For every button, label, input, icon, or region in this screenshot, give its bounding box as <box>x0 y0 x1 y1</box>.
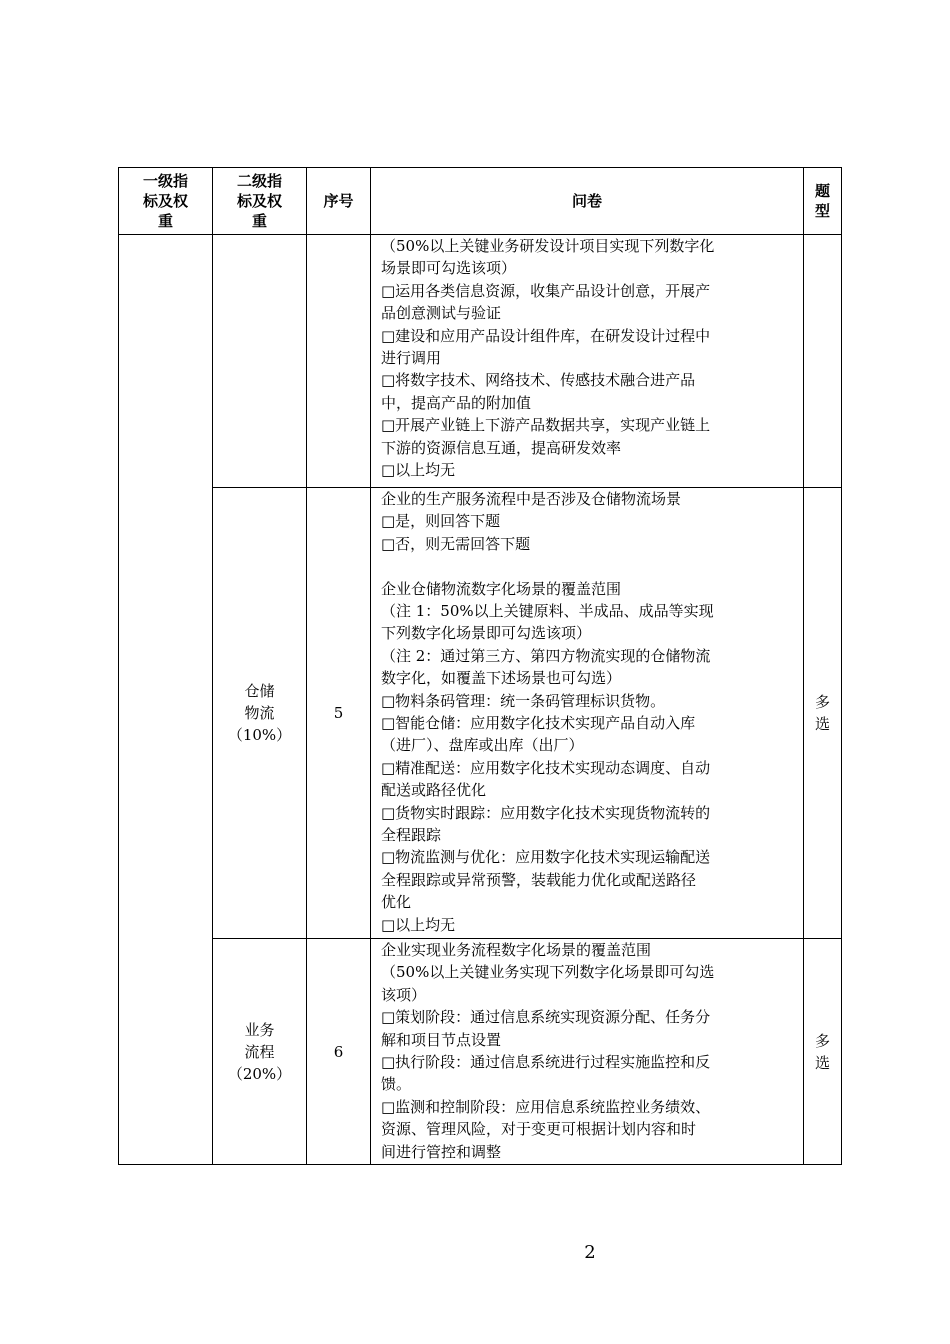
header-level2-text: 二级指 标及权 重 <box>236 172 282 230</box>
type-cell <box>804 235 842 488</box>
level2-cell <box>213 939 307 1165</box>
number-cell <box>307 488 371 939</box>
table-row <box>119 235 842 488</box>
questionnaire-line: □否，则无需回答下题 <box>381 534 531 553</box>
questionnaire-line: □精准配送：应用数字化技术实现动态调度、自动 <box>381 758 711 777</box>
header-level1-indicator <box>119 168 213 235</box>
header-questionnaire <box>371 168 804 235</box>
questionnaire-line: □执行阶段：通过信息系统进行过程实施监控和反 <box>381 1053 711 1072</box>
type-text: 多 选 <box>814 1031 830 1072</box>
questionnaire-line: 全程跟踪 <box>381 826 442 845</box>
questionnaire-line: □将数字技术、网络技术、传感技术融合进产品 <box>381 371 696 390</box>
header-level2-indicator <box>213 168 307 235</box>
questionnaire-line: 品创意测试与验证 <box>381 304 502 323</box>
type-cell <box>804 488 842 939</box>
questionnaire-line: 馈。 <box>381 1075 412 1094</box>
questionnaire-line: （注 2：通过第三方、第四方物流实现的仓储物流 <box>381 646 711 665</box>
questionnaire-line: 场景即可勾选该项） <box>381 259 517 278</box>
questionnaire-cell <box>371 488 804 939</box>
questionnaire-line: 企业的生产服务流程中是否涉及仓储物流场景 <box>381 490 682 508</box>
questionnaire-line: 该项） <box>381 985 427 1004</box>
questionnaire-line: 资源、管理风险，对于变更可根据计划内容和时 <box>381 1120 697 1139</box>
type-text: 多 选 <box>814 693 830 733</box>
questionnaire-line: □货物实时跟踪：应用数字化技术实现货物流转的 <box>381 803 711 822</box>
table-row <box>119 939 842 1165</box>
level1-cell <box>119 235 213 1165</box>
questionnaire-line: （注 1：50%以上关键原料、半成品、成品等实现 <box>381 602 714 621</box>
level2-text: 业务 流程 （20%） <box>227 1020 292 1083</box>
questionnaire-line: 数字化，如覆盖下述场景也可勾选） <box>381 669 622 688</box>
questionnaire-line: 下列数字化场景即可勾选该项） <box>381 624 592 643</box>
questionnaire-line: □监测和控制阶段：应用信息系统监控业务绩效、 <box>381 1097 711 1116</box>
header-questionnaire-text: 问卷 <box>571 192 602 210</box>
questionnaire-line: 间进行管控和调整 <box>381 1142 502 1161</box>
questionnaire-line: □策划阶段：通过信息系统实现资源分配、任务分 <box>381 1008 711 1027</box>
questionnaire-line: 全程跟踪或异常预警，装载能力优化或配送路径 <box>381 870 697 889</box>
level2-cell <box>213 488 307 939</box>
questionnaire-line: 下游的资源信息互通，提高研发效率 <box>381 438 622 457</box>
questionnaire-line: □智能仓储：应用数字化技术实现产品自动入库 <box>381 714 696 733</box>
page-number: 2 <box>584 1242 596 1263</box>
questionnaire-cell <box>371 939 804 1165</box>
questionnaire-line: 解和项目节点设置 <box>381 1030 502 1049</box>
questionnaire-line: □物料条码管理：统一条码管理标识货物。 <box>381 691 666 710</box>
header-question-type-text: 题 型 <box>814 182 830 220</box>
questionnaire-line: □运用各类信息资源，收集产品设计创意，开展产 <box>381 281 711 300</box>
questionnaire-line: （50%以上关键业务实现下列数字化场景即可勾选 <box>381 963 715 982</box>
questionnaire-cell <box>371 235 804 488</box>
header-number-text: 序号 <box>323 192 354 210</box>
questionnaire-line: 优化 <box>381 893 412 912</box>
questionnaire-line: 配送或路径优化 <box>381 781 487 800</box>
questionnaire-line: □以上均无 <box>381 461 456 480</box>
header-number <box>307 168 371 235</box>
table-row <box>119 488 842 939</box>
questionnaire-line: 企业实现业务流程数字化场景的覆盖范围 <box>381 941 652 959</box>
questionnaire-line: 进行调用 <box>381 349 442 368</box>
questionnaire-line: 企业仓储物流数字化场景的覆盖范围 <box>381 579 622 598</box>
questionnaire-line: □以上均无 <box>381 915 456 934</box>
questionnaire-line: □开展产业链上下游产品数据共享，实现产业链上 <box>381 416 711 435</box>
number-cell <box>307 235 371 488</box>
questionnaire-line: □建设和应用产品设计组件库，在研发设计过程中 <box>381 326 711 345</box>
questionnaire-line <box>381 555 797 577</box>
questionnaire-line: □物流监测与优化：应用数字化技术实现运输配送 <box>381 848 711 867</box>
number-text: 5 <box>333 704 344 722</box>
header-level1-text: 一级指 标及权 重 <box>142 172 188 230</box>
type-cell <box>804 939 842 1165</box>
header-question-type <box>804 168 842 235</box>
number-text: 6 <box>333 1042 344 1061</box>
questionnaire-line: （进厂）、盘库或出库（出厂） <box>381 736 584 755</box>
questionnaire-line: □是，则回答下题 <box>381 512 501 531</box>
level2-text: 仓储 物流 （10%） <box>227 682 292 744</box>
table-header-row <box>119 168 842 235</box>
questionnaire-line: （50%以上关键业务研发设计项目实现下列数字化 <box>381 237 715 255</box>
indicator-table <box>118 167 842 1165</box>
questionnaire-line: 中，提高产品的附加值 <box>381 393 532 412</box>
level2-cell <box>213 235 307 488</box>
number-cell <box>307 939 371 1165</box>
